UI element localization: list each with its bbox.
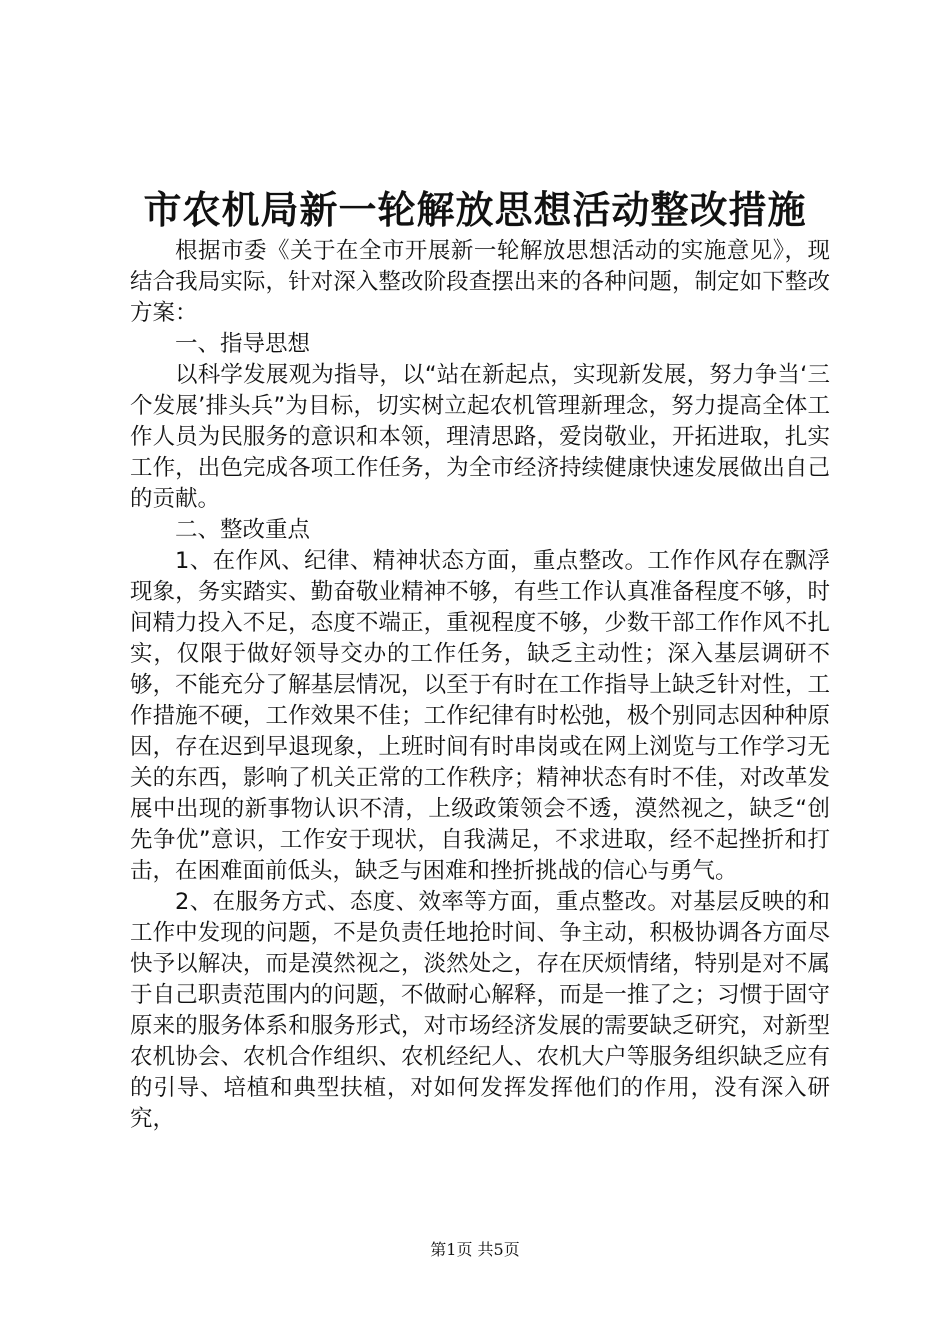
section-heading-guiding-ideology: 一、指导思想 xyxy=(175,331,311,357)
document-title: 市农机局新一轮解放思想活动整改措施 xyxy=(143,187,807,232)
page-number: 第1页 共5页 xyxy=(430,1240,520,1259)
guiding-ideology-paragraph: 以科学发展观为指导，以“站在新起点，实现新发展，努力争当‘三个发展’排头兵”为目标，切实树立起农机管理新理念，努力提高全体工作人员为民服务的意识和本领，理清思路，爱岗敬业，开拓进取，扎实工作，出色完成各项工作任务，为全市经济持续健康快速发展做出自己的贡献。 xyxy=(130,362,830,512)
section-heading-rectification-focus: 二、整改重点 xyxy=(175,517,311,543)
intro-paragraph: 根据市委《关于在全市开展新一轮解放思想活动的实施意见》，现结合我局实际，针对深入整改阶段查摆出来的各种问题，制定如下整改方案： xyxy=(130,238,830,326)
rectification-item-1: 1、在作风、纪律、精神状态方面，重点整改。工作作风存在飘浮现象，务实踏实、勤奋敬业精神不够，有些工作认真准备程度不够，时间精力投入不足，态度不端正，重视程度不够，少数干部工作作风不扎实，仅限于做好领导交办的工作任务，缺乏主动性；深入基层调研不够，不能充分了解基层情况，以至于有时在工作指导上缺乏针对性，工作措施不硬，工作效果不佳；工作纪律有时松弛，极个别同志因种种原因，存在迟到早退现象，上班时间有时串岗或在网上浏览与工作学习无关的东西，影响了机关正常的工作秩序；精神状态有时不佳，对改革发展中出现的新事物认识不清，上级政策领会不透，漠然视之，缺乏“创先争优”意识，工作安于现状，自我满足，不求进取，经不起挫折和打击，在困难面前低头，缺乏与困难和挫折挑战的信心与勇气。 xyxy=(130,548,830,884)
document-body xyxy=(130,236,830,1135)
rectification-item-2: 2、在服务方式、态度、效率等方面，重点整改。对基层反映的和工作中发现的问题，不是负责任地抢时间、争主动，积极协调各方面尽快予以解决，而是漠然视之，淡然处之，存在厌烦情绪，特别是对不属于自己职责范围内的问题，不做耐心解释，而是一推了之；习惯于固守原来的服务体系和服务形式，对市场经济发展的需要缺乏研究，对新型农机协会、农机合作组织、农机经纪人、农机大户等服务组织缺乏应有的引导、培植和典型扶植，对如何发挥发挥他们的作用，没有深入研究， xyxy=(130,889,830,1132)
